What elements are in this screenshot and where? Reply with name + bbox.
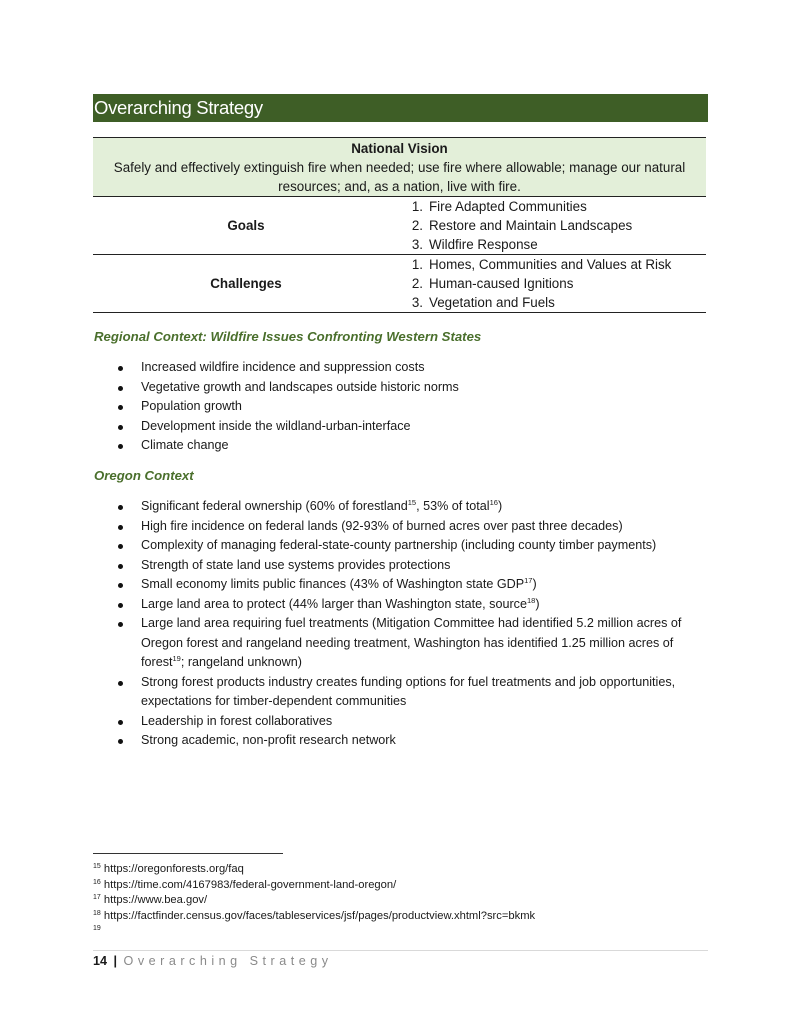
footnote-number: 16 bbox=[93, 878, 101, 886]
oregon-context-text: Complexity of managing federal-state-county partnership (including county timber payments) bbox=[141, 538, 657, 552]
goals-label: Goals bbox=[93, 197, 399, 255]
oregon-context-text: Strong forest products industry creates funding options for fuel treatments and job opportunities, expectations for timber-dependent communities bbox=[141, 674, 676, 708]
goal-item bbox=[399, 216, 706, 235]
challenge-item bbox=[399, 293, 706, 312]
challenge-text: Vegetation and Fuels bbox=[429, 295, 555, 310]
footer-divider bbox=[93, 950, 708, 951]
oregon-context-item bbox=[116, 497, 716, 517]
section-title-banner bbox=[93, 94, 708, 122]
footnote-reference[interactable]: 18 bbox=[526, 595, 536, 605]
footnote-number: 18 bbox=[93, 909, 101, 917]
challenge-text: Homes, Communities and Values at Risk bbox=[429, 257, 672, 272]
national-vision-text: Safely and effectively extinguish fire when needed; use fire where allowable; manage our natural resources; and, as a nation, live with fire. bbox=[113, 160, 686, 194]
regional-context-item: Population growth bbox=[116, 397, 716, 417]
challenges-row bbox=[93, 255, 706, 313]
oregon-context-text: ) bbox=[535, 596, 540, 611]
oregon-context-item bbox=[116, 731, 716, 751]
goal-number: 3. bbox=[411, 237, 423, 252]
oregon-context-text: , 53% of total bbox=[416, 499, 490, 513]
challenge-number: 3. bbox=[411, 295, 423, 310]
challenge-item bbox=[399, 255, 706, 274]
footnote-divider bbox=[93, 853, 283, 854]
footnote-link[interactable]: https://www.bea.gov/ bbox=[103, 894, 208, 907]
goals-row bbox=[93, 197, 706, 255]
page-footer bbox=[93, 954, 333, 968]
footnote-link[interactable]: https://oregonforests.org/faq bbox=[103, 863, 244, 875]
footnote bbox=[93, 924, 535, 940]
regional-context-heading: Regional Context: Wildfire Issues Confronting Western States bbox=[94, 329, 482, 344]
oregon-context-text: Significant federal ownership (60% of forestland bbox=[141, 499, 408, 513]
oregon-context-item bbox=[116, 575, 716, 595]
goal-item bbox=[399, 235, 706, 254]
oregon-context-item bbox=[116, 517, 716, 537]
footnote-reference[interactable]: 17 bbox=[524, 576, 533, 585]
goal-text: Restore and Maintain Landscapes bbox=[429, 218, 633, 233]
page-number: 14 bbox=[93, 954, 108, 968]
regional-context-item: Development inside the wildland-urban-interface bbox=[116, 417, 716, 437]
footnote bbox=[93, 862, 535, 878]
goal-text: Wildfire Response bbox=[429, 237, 538, 252]
footer-separator: | bbox=[113, 954, 118, 968]
regional-context-list bbox=[116, 358, 716, 456]
footer-section-name: Overarching Strategy bbox=[123, 954, 333, 968]
oregon-context-text: Large land area requiring fuel treatments (Mitigation Committee had identified 5.2 million acres of Oregon forest and rangeland needing treatment, Washington has identified 1.25 million acres of forest bbox=[141, 616, 682, 669]
oregon-context-item bbox=[116, 673, 716, 712]
goal-item bbox=[399, 197, 706, 216]
oregon-context-text: Leadership in forest collaboratives bbox=[141, 713, 333, 728]
footnote-number: 17 bbox=[93, 894, 101, 902]
footnote-reference[interactable]: 19 bbox=[172, 654, 181, 663]
goal-text: Fire Adapted Communities bbox=[429, 199, 587, 214]
oregon-context-item bbox=[116, 712, 716, 732]
footnote-link[interactable]: https://time.com/4167983/federal-government-land-oregon/ bbox=[103, 878, 397, 891]
oregon-context-heading: Oregon Context bbox=[94, 468, 194, 483]
footnote bbox=[93, 909, 535, 925]
oregon-context-text: Strength of state land use systems provides protections bbox=[141, 557, 451, 572]
challenge-item bbox=[399, 274, 706, 293]
goal-number: 1. bbox=[411, 199, 423, 214]
oregon-context-text: High fire incidence on federal lands (92-93% of burned acres over past three decades) bbox=[141, 518, 623, 533]
footnote-link[interactable]: https://factfinder.census.gov/faces/tableservices/jsf/pages/productview.xhtml?src=bkmk bbox=[103, 909, 536, 922]
oregon-context-text: ) bbox=[497, 499, 503, 513]
regional-context-item: Climate change bbox=[116, 436, 716, 456]
goal-number: 2. bbox=[411, 218, 423, 233]
oregon-context-text: Strong academic, non-profit research network bbox=[141, 733, 396, 747]
national-vision-row bbox=[93, 138, 706, 197]
oregon-context-item bbox=[116, 536, 716, 556]
challenge-number: 1. bbox=[411, 257, 423, 272]
footnote-number: 19 bbox=[93, 925, 101, 933]
challenges-label: Challenges bbox=[93, 255, 399, 313]
goals-list bbox=[399, 197, 706, 254]
challenge-number: 2. bbox=[411, 276, 423, 291]
regional-context-item: Vegetative growth and landscapes outside historic norms bbox=[116, 378, 716, 398]
oregon-context-list bbox=[116, 497, 716, 751]
footnote bbox=[93, 878, 535, 894]
strategy-table bbox=[93, 137, 706, 313]
oregon-context-text: Large land area to protect (44% larger than Washington state, source bbox=[141, 596, 527, 611]
footnote-number: 15 bbox=[93, 863, 101, 870]
challenge-text: Human-caused Ignitions bbox=[429, 276, 574, 291]
challenges-list bbox=[399, 255, 706, 312]
oregon-context-text: ; rangeland unknown) bbox=[180, 655, 302, 669]
oregon-context-text: Small economy limits public finances (43% of Washington state GDP bbox=[141, 577, 525, 591]
oregon-context-item bbox=[116, 595, 716, 615]
footnote bbox=[93, 893, 535, 909]
footnotes bbox=[93, 862, 535, 940]
oregon-context-text: ) bbox=[532, 577, 537, 591]
footnote-reference[interactable]: 16 bbox=[489, 498, 498, 507]
oregon-context-item bbox=[116, 556, 716, 576]
section-title: Overarching Strategy bbox=[94, 97, 263, 118]
national-vision-heading: National Vision bbox=[351, 141, 448, 156]
footnote-reference[interactable]: 15 bbox=[407, 498, 417, 507]
regional-context-item: Increased wildfire incidence and suppression costs bbox=[116, 358, 716, 378]
oregon-context-item bbox=[116, 614, 716, 673]
